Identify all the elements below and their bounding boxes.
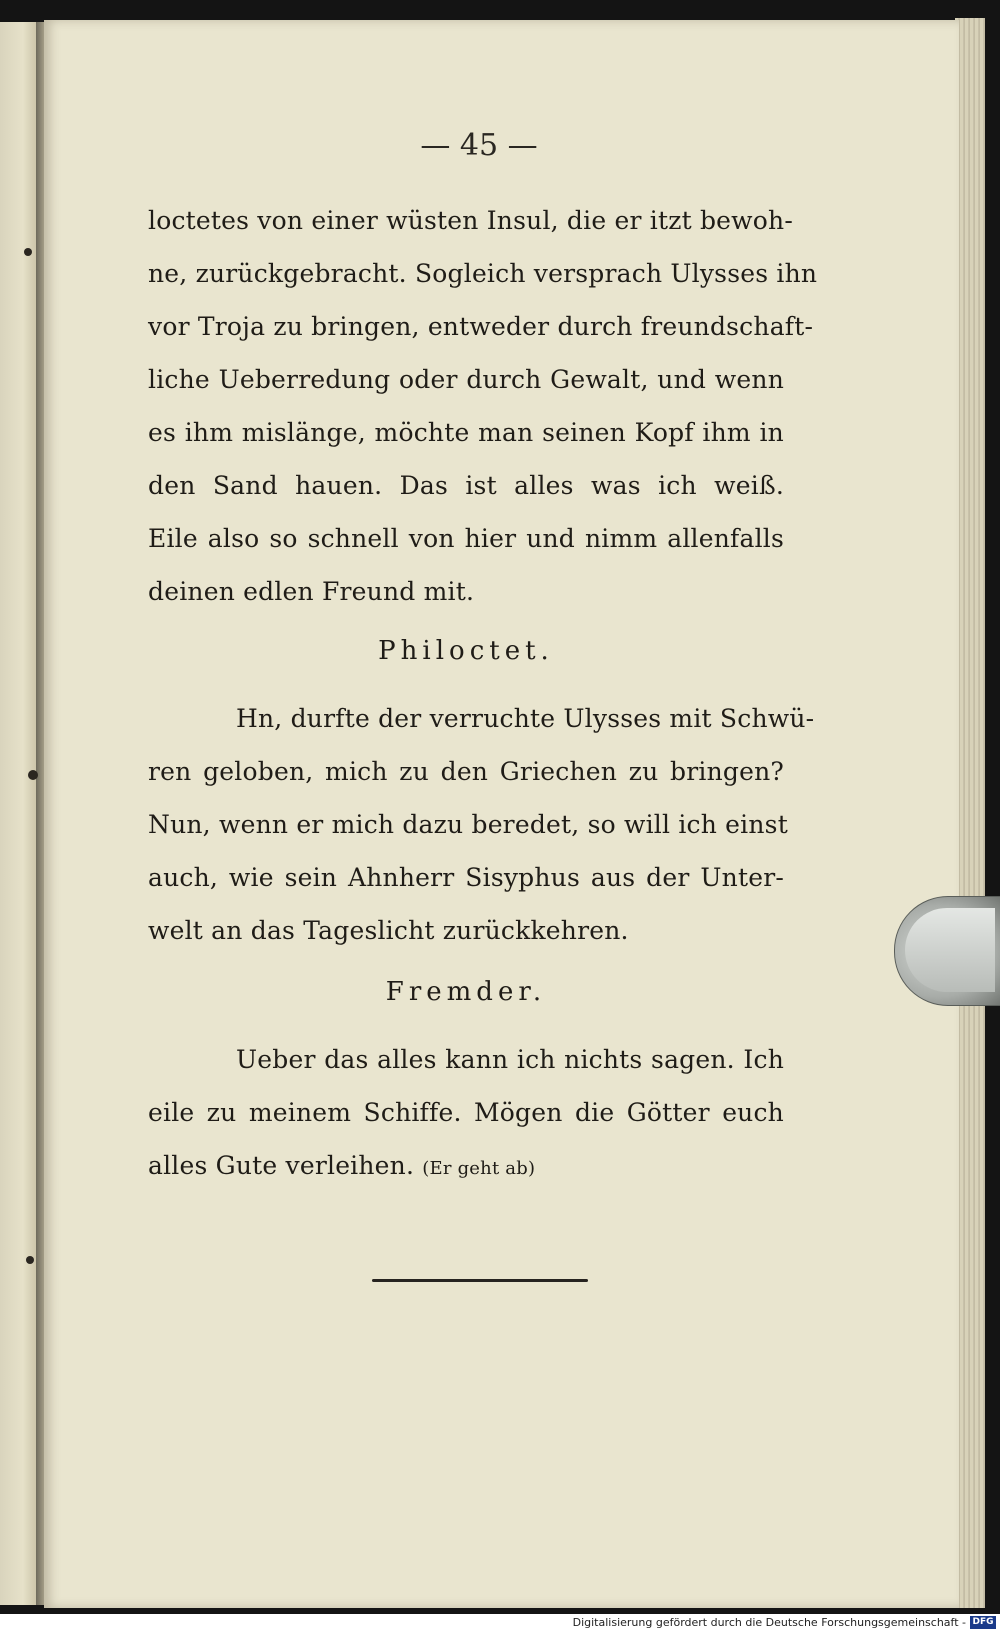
text-line: Eile also so schnell von hier und nimm allenfalls xyxy=(148,524,784,553)
speech-line: eile zu meinem Schiffe. Mögen die Götter euch xyxy=(148,1098,784,1127)
speaker-name: Fremder. xyxy=(385,977,547,1007)
funding-credit: Digitalisierung gefördert durch die Deutsche Forschungsgemeinschaft - xyxy=(572,1616,966,1629)
left-page-edge xyxy=(0,22,38,1605)
binding-hole xyxy=(26,1256,34,1264)
text-line: vor Troja zu bringen, entweder durch freundschaft- xyxy=(148,312,814,341)
speech-line: Hn, durfte der verruchte Ulysses mit Schwü- xyxy=(236,704,815,733)
speech-text: alles Gute verleihen. xyxy=(148,1151,415,1180)
page-text xyxy=(148,198,818,1196)
end-rule xyxy=(372,1279,588,1282)
page-number: — 45 — xyxy=(420,128,538,163)
text-line: liche Ueberredung oder durch Gewalt, und wenn xyxy=(148,365,784,394)
binding-hole xyxy=(24,248,32,256)
text-line: ne, zurückgebracht. Sogleich versprach Ulysses ihn xyxy=(148,259,818,288)
dfg-logo: DFG xyxy=(970,1616,996,1629)
speech-line: Nun, wenn er mich dazu beredet, so will ich einst xyxy=(148,810,788,839)
speech-line: welt an das Tageslicht zurückkehren. xyxy=(148,916,629,945)
text-line: loctetes von einer wüsten Insul, die er itzt bewoh- xyxy=(148,206,793,235)
speech-line: Ueber das alles kann ich nichts sagen. Ich xyxy=(236,1045,784,1074)
text-line: den Sand hauen. Das ist alles was ich weiß. xyxy=(148,471,784,500)
speaker-name: Philoctet. xyxy=(378,636,554,666)
speech-line: auch, wie sein Ahnherr Sisyphus aus der Unter- xyxy=(148,863,784,892)
speech-line xyxy=(148,1143,784,1196)
text-line: es ihm mislänge, möchte man seinen Kopf ihm in xyxy=(148,418,784,447)
text-line: deinen edlen Freund mit. xyxy=(148,577,475,606)
page-edges xyxy=(955,18,985,1608)
page-clip-inner xyxy=(905,908,995,992)
speech-line: ren geloben, mich zu den Griechen zu bringen? xyxy=(148,757,784,786)
binding-hole xyxy=(28,770,38,780)
stage-direction: (Er geht ab) xyxy=(422,1158,536,1179)
